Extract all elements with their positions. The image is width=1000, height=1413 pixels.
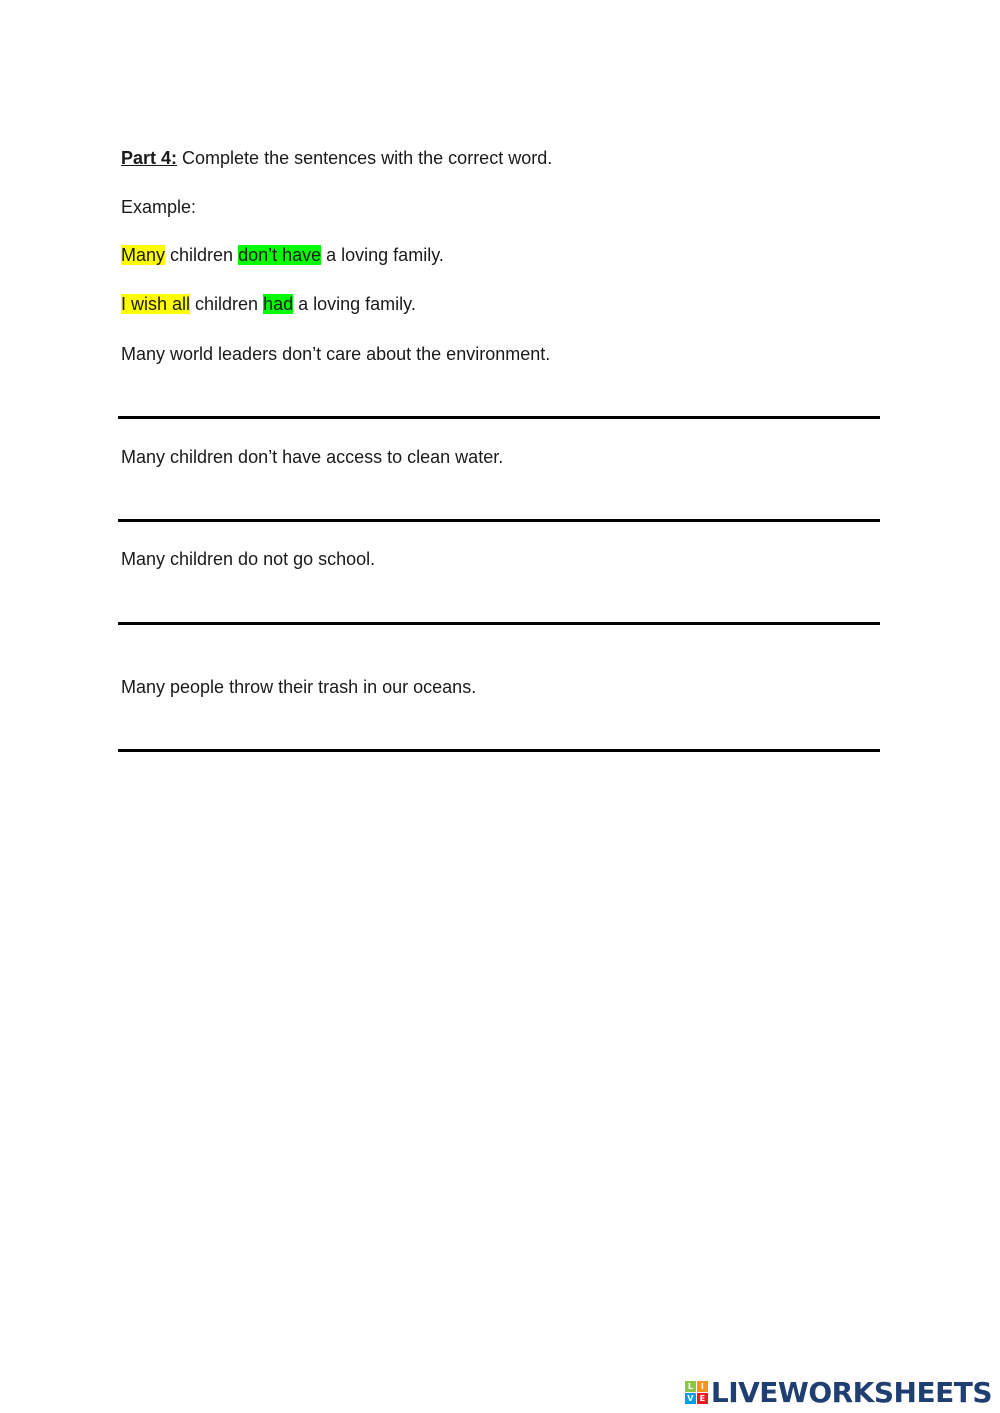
highlight-yellow: I wish all [121,294,191,314]
example-heading: Example: [121,197,197,217]
instructions-text: Complete the sentences with the correct word. [177,148,553,168]
brand-icon-letter: L [685,1381,696,1392]
brand-icon-letter: E [697,1393,708,1404]
example-sentence-1 [121,244,444,266]
question-prompt-4: Many people throw their trash in our oceans. [121,677,477,697]
liveworksheets-icon [685,1381,708,1404]
brand-name: LIVEWORKSHEETS [710,1376,992,1409]
brand-icon-letter: V [685,1393,696,1404]
instructions [121,147,552,169]
example-text: a loving family. [293,294,416,314]
brand-icon-letter: I [697,1381,708,1392]
question-prompt-3: Many children do not go school. [121,549,376,569]
answer-field-4[interactable] [121,719,876,747]
example-sentence-2 [121,293,416,315]
example-text: a loving family. [321,245,444,265]
brand-logo [685,1376,992,1409]
question-prompt-1: Many world leaders don’t care about the environment. [121,344,551,364]
answer-line-2 [118,519,880,522]
part-label: Part 4: [121,148,178,168]
answer-line-1 [118,416,880,419]
answer-line-3 [118,622,880,625]
question-prompt-2: Many children don’t have access to clean water. [121,447,504,467]
highlight-yellow: Many [121,245,166,265]
answer-field-1[interactable] [121,386,876,414]
example-text: children [165,245,239,265]
highlight-green: had [263,294,294,314]
answer-line-4 [118,749,880,752]
answer-field-2[interactable] [121,489,876,517]
answer-field-3[interactable] [121,592,876,620]
highlight-green: don’t have [238,245,322,265]
example-text: children [190,294,264,314]
